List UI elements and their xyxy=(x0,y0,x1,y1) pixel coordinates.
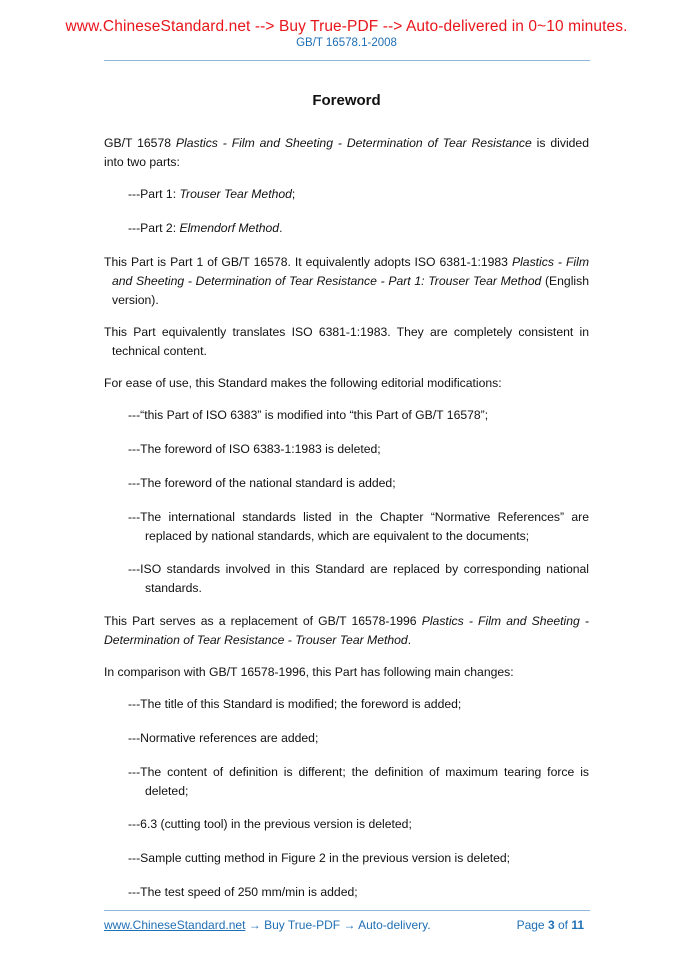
paragraph-modifications-intro: For ease of use, this Standard makes the following editorial modifications: xyxy=(104,376,502,390)
paragraph-changes-intro: In comparison with GB/T 16578-1996, this Part has following main changes: xyxy=(104,665,514,679)
standard-title: Plastics - Film and Sheeting - Determination of Tear Resistance - Trouser Tear Method xyxy=(104,614,589,647)
text-run: is divided into two parts: xyxy=(104,136,589,169)
page-total: 11 xyxy=(571,918,584,932)
text-run: . xyxy=(407,633,412,647)
text-run: ---Part 2: xyxy=(128,221,180,235)
text-run: This Part serves as a replacement of GB/T 16578-1996 xyxy=(104,614,422,628)
list-item-change2: ---Normative references are added; xyxy=(128,731,319,745)
text-run: GB/T 16578 xyxy=(104,136,176,150)
page-indicator xyxy=(517,918,584,932)
paragraph-intro xyxy=(104,134,589,172)
list-item-change1: ---The title of this Standard is modified; the foreword is added; xyxy=(128,697,462,711)
header-divider xyxy=(104,60,590,61)
paragraph-adoption xyxy=(104,253,589,310)
page-label: Page xyxy=(516,918,548,932)
list-item-mod3: ---The foreword of the national standard is added; xyxy=(128,476,396,490)
footer-tail: → Buy True-PDF → Auto-delivery. xyxy=(245,918,431,932)
footer-divider xyxy=(104,910,590,911)
part-title: Trouser Tear Method xyxy=(179,187,292,201)
text-run: . xyxy=(279,221,283,235)
standard-title: Plastics - Film and Sheeting - Determination of Tear Resistance - Part 1: Trouser Tear Method xyxy=(112,255,589,288)
of-label: of xyxy=(554,918,572,932)
part-title: Elmendorf Method xyxy=(179,221,280,235)
list-item-change6: ---The test speed of 250 mm/min is added; xyxy=(128,885,358,899)
text-run: ; xyxy=(291,187,296,201)
document-body xyxy=(104,134,589,917)
text-run: (English version). xyxy=(112,274,589,307)
standard-title: Plastics - Film and Sheeting - Determination of Tear Resistance xyxy=(175,136,532,150)
list-item-mod2: ---The foreword of ISO 6383-1:1983 is deleted; xyxy=(128,442,381,456)
page-number: 3 xyxy=(547,918,555,932)
list-item-part2 xyxy=(104,219,589,238)
list-item-mod4: ---The international standards listed in the Chapter “Normative References” are replaced by national standards, which are equivalent to the documents; xyxy=(128,510,589,543)
list-item-mod1: ---“this Part of ISO 6383” is modified into “this Part of GB/T 16578”; xyxy=(128,408,489,422)
promo-banner[interactable]: www.ChineseStandard.net --> Buy True-PDF --> Auto-delivered in 0~10 minutes. xyxy=(65,18,628,35)
list-item-change3: ---The content of definition is different; the definition of maximum tearing force is deleted; xyxy=(128,765,589,798)
footer-link[interactable]: www.ChineseStandard.net xyxy=(104,918,246,932)
page-title: Foreword xyxy=(312,92,381,109)
document-id: GB/T 16578.1-2008 xyxy=(296,37,397,49)
list-item-mod5: ---ISO standards involved in this Standard are replaced by corresponding national standards. xyxy=(128,562,589,595)
list-item-part1 xyxy=(104,185,589,204)
paragraph-replacement xyxy=(104,612,589,650)
text-run: This Part is Part 1 of GB/T 16578. It equivalently adopts ISO 6381-1:1983 xyxy=(104,255,512,269)
list-item-change5: ---Sample cutting method in Figure 2 in the previous version is deleted; xyxy=(128,851,511,865)
text-run: ---Part 1: xyxy=(128,187,180,201)
page-footer xyxy=(104,918,590,932)
paragraph-translation: This Part equivalently translates ISO 6381-1:1983. They are completely consistent in technical content. xyxy=(104,325,589,358)
list-item-change4: ---6.3 (cutting tool) in the previous version is deleted; xyxy=(128,817,412,831)
